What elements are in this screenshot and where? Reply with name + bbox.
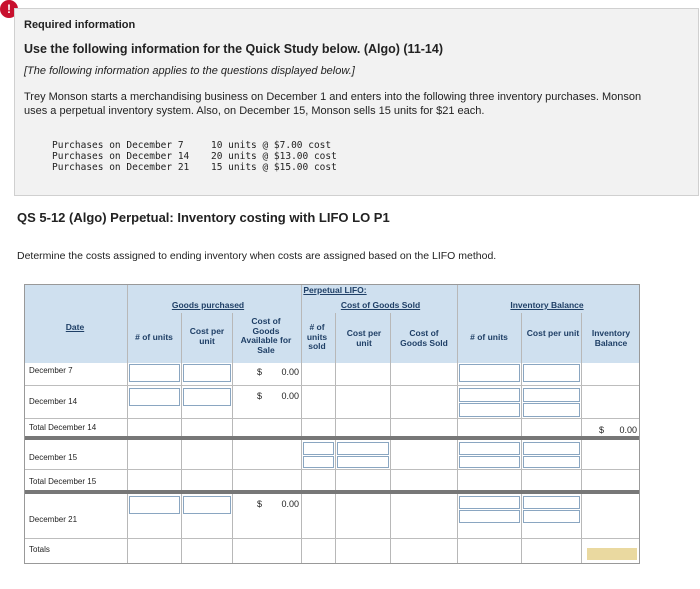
cost-available-value: 0.00 <box>281 367 299 377</box>
group-cost-of-goods-sold: Cost of Goods Sold <box>340 300 421 310</box>
balance-units-input[interactable] <box>459 364 520 382</box>
applies-note: [The following information applies to the questions displayed below.] <box>24 65 355 77</box>
units-sold-line: # of <box>309 322 325 332</box>
row-divider <box>25 538 639 539</box>
cogas-line: Available for <box>240 335 292 345</box>
problem-paragraph: Trey Monson starts a merchandising business on December 1 and enters into the following three inventory purchases. Monson uses a perpetual inventory system. Also, on December 15, Monson sells 15 units for $21 each. <box>24 91 642 117</box>
purchase-row <box>52 162 337 173</box>
alert-icon: ! <box>0 0 18 18</box>
purchase-detail: 20 units @ $13.00 cost <box>211 151 337 162</box>
balance-cost-input[interactable] <box>523 442 580 455</box>
purchase-row <box>52 151 337 162</box>
cost-per-unit-input[interactable] <box>183 364 231 382</box>
balance-units-input[interactable] <box>459 442 520 455</box>
col-cost-goods-available <box>232 317 300 355</box>
units-sold-line: units <box>306 331 328 342</box>
cost-per-unit-sold-input[interactable] <box>337 442 389 455</box>
question-title: QS 5-12 (Algo) Perpetual: Inventory costing with LIFO LO P1 <box>17 210 390 225</box>
col-cost-per-unit-sold: Cost per unit <box>346 328 382 348</box>
purchase-label: Purchases on December 21 <box>52 162 190 173</box>
purchase-detail: 15 units @ $15.00 cost <box>211 162 337 173</box>
row-label-total-december-15: Total December 15 <box>29 477 97 486</box>
col-units-purchased: # of units <box>135 332 173 342</box>
totals-highlight <box>587 548 637 560</box>
use-following-heading: Use the following information for the Quick Study below. (Algo) (11-14) <box>24 42 444 56</box>
required-info-title: Required information <box>24 19 136 31</box>
row-label-december-15: December 15 <box>29 453 78 462</box>
cost-per-unit-input[interactable] <box>183 388 231 406</box>
group-inventory-balance: Inventory Balance <box>510 300 584 310</box>
instruction-text: Determine the costs assigned to ending inventory when costs are assigned based on the LIFO method. <box>17 250 497 262</box>
section-divider <box>25 490 639 494</box>
cogas-line: Sale <box>257 344 275 355</box>
currency-symbol: $ <box>257 499 263 509</box>
section-divider <box>25 436 639 440</box>
col-units-sold <box>302 323 332 352</box>
col-cost-of-goods-sold <box>390 329 458 348</box>
col-balance-units: # of units <box>470 332 508 342</box>
units-sold-input[interactable] <box>303 456 334 468</box>
balance-units-input[interactable] <box>459 496 520 509</box>
balance-cost-input[interactable] <box>523 496 580 509</box>
cost-per-unit-input[interactable] <box>183 496 231 514</box>
grid-line <box>127 285 128 563</box>
lifo-table <box>24 284 640 564</box>
row-divider <box>25 469 639 470</box>
currency-symbol: $ <box>257 391 263 401</box>
inventory-balance-value: 0.00 <box>619 425 637 435</box>
row-label-december-21: December 21 <box>29 515 78 524</box>
purchase-detail: 10 units @ $7.00 cost <box>211 140 332 151</box>
row-label-december-7: December 7 <box>29 366 73 375</box>
purchases-list <box>52 140 337 173</box>
grid-line <box>457 285 458 563</box>
cost-available-value: 0.00 <box>281 391 299 401</box>
balance-units-input[interactable] <box>459 510 520 523</box>
row-label-december-14: December 14 <box>29 397 78 406</box>
cogas-line: Cost of <box>251 316 281 326</box>
balance-units-input[interactable] <box>459 388 520 402</box>
cost-per-unit-sold-input[interactable] <box>337 456 389 468</box>
inv-bal-line: Balance <box>594 337 628 348</box>
balance-cost-input[interactable] <box>523 364 580 382</box>
balance-cost-input[interactable] <box>523 510 580 523</box>
units-purchased-input[interactable] <box>129 388 180 406</box>
col-balance-cost-per-unit: Cost per unit <box>526 328 580 338</box>
inv-bal-line: Inventory <box>591 328 631 338</box>
col-inventory-balance <box>583 329 639 348</box>
units-purchased-input[interactable] <box>129 364 180 382</box>
row-divider <box>25 418 639 419</box>
cogs-line: Cost of <box>409 328 439 338</box>
units-sold-input[interactable] <box>303 442 334 455</box>
purchase-label: Purchases on December 7 <box>52 140 184 151</box>
cost-available-value: 0.00 <box>281 499 299 509</box>
balance-units-input[interactable] <box>459 403 520 417</box>
balance-cost-input[interactable] <box>523 388 580 402</box>
units-purchased-input[interactable] <box>129 496 180 514</box>
purchase-label: Purchases on December 14 <box>52 151 190 162</box>
units-sold-line: sold <box>308 341 326 351</box>
row-label-total-december-14: Total December 14 <box>29 423 97 432</box>
group-goods-purchased: Goods purchased <box>171 300 245 310</box>
purchase-row <box>52 140 337 151</box>
row-divider <box>25 385 639 386</box>
col-cost-per-unit-purchased: Cost per unit <box>189 326 225 346</box>
balance-units-input[interactable] <box>459 456 520 468</box>
col-date: Date <box>65 322 85 332</box>
cogas-line: Goods <box>252 325 280 336</box>
balance-cost-input[interactable] <box>523 456 580 468</box>
currency-symbol: $ <box>257 367 263 377</box>
balance-cost-input[interactable] <box>523 403 580 417</box>
grid-line <box>301 285 302 563</box>
table-title: Perpetual LIFO: <box>303 285 367 295</box>
row-label-totals: Totals <box>29 545 50 554</box>
cogs-line: Goods Sold <box>400 337 448 348</box>
currency-symbol: $ <box>599 425 605 435</box>
